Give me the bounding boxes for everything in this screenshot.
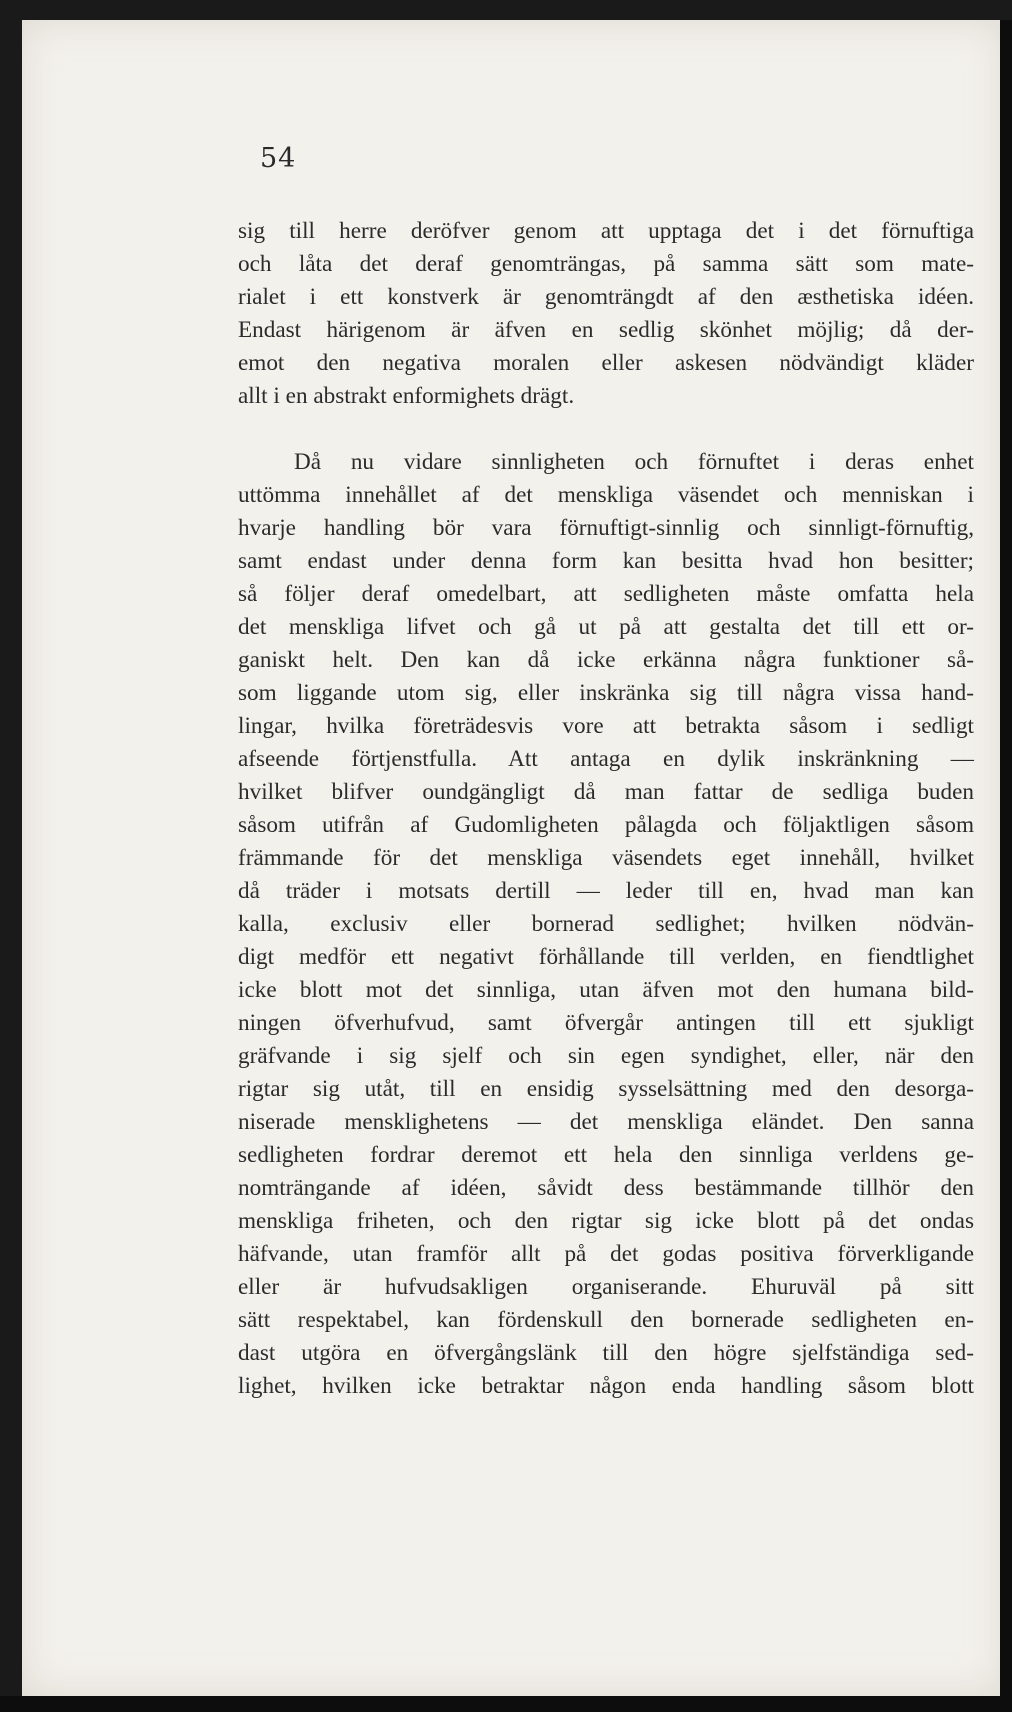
text-line: nomträngande af idéen, såvidt dess bestämmande tillhör den bbox=[238, 1175, 974, 1201]
text-line: ganiskt helt. Den kan då icke erkänna några funktioner så- bbox=[238, 647, 974, 673]
text-line: allt i en abstrakt enformighets drägt. bbox=[238, 383, 575, 409]
text-line: kalla, exclusiv eller bornerad sedlighet; hvilken nödvän- bbox=[238, 911, 974, 937]
text-line: rialet i ett konstverk är genomträngdt af den æsthetiska idéen. bbox=[238, 284, 974, 310]
page-edge-right bbox=[1000, 20, 1012, 1696]
text-line: emot den negativa moralen eller askesen nödvändigt kläder bbox=[238, 350, 974, 376]
text-line: lighet, hvilken icke betraktar någon enda handling såsom blott bbox=[238, 1373, 974, 1399]
text-line: sedligheten fordrar deremot ett hela den sinnliga verldens ge- bbox=[238, 1142, 974, 1168]
text-line: häfvande, utan framför allt på det godas positiva förverkligande bbox=[238, 1241, 974, 1267]
text-line: samt endast under denna form kan besitta hvad hon besitter; bbox=[238, 548, 974, 574]
text-line: sätt respektabel, kan fördenskull den bornerade sedligheten en- bbox=[238, 1307, 974, 1333]
text-line: det menskliga lifvet och gå ut på att gestalta det till ett or- bbox=[238, 614, 974, 640]
text-line: gräfvande i sig sjelf och sin egen syndighet, eller, när den bbox=[238, 1043, 974, 1069]
text-line: främmande för det menskliga väsendets eget innehåll, hvilket bbox=[238, 845, 974, 871]
paragraph-1 bbox=[238, 215, 974, 413]
text-line: lingar, hvilka företrädesvis vore att betrakta såsom i sedligt bbox=[238, 713, 974, 739]
body-text bbox=[238, 215, 974, 1403]
text-line: då träder i motsats dertill — leder till en, hvad man kan bbox=[238, 878, 974, 904]
text-line: Endast härigenom är äfven en sedlig skönhet möjlig; då der- bbox=[238, 317, 974, 343]
text-line: såsom utifrån af Gudomligheten pålagda och följaktligen såsom bbox=[238, 812, 974, 838]
text-line: hvilket blifver oundgängligt då man fattar de sedliga buden bbox=[238, 779, 974, 805]
text-line: ningen öfverhufvud, samt öfvergår antingen till ett sjukligt bbox=[238, 1010, 974, 1036]
text-line: och låta det deraf genomträngas, på samma sätt som mate- bbox=[238, 251, 974, 277]
text-line: afseende förtjenstfulla. Att antaga en dylik inskränkning — bbox=[238, 746, 974, 772]
text-line: sig till herre deröfver genom att upptaga det i det förnuftiga bbox=[238, 218, 974, 244]
text-line: niserade mensklighetens — det menskliga eländet. Den sanna bbox=[238, 1109, 974, 1135]
text-line: digt medför ett negativt förhållande till verlden, en fiendtlighet bbox=[238, 944, 974, 970]
text-line: rigtar sig utåt, till en ensidig sysselsättning med den desorga- bbox=[238, 1076, 974, 1102]
text-line: som liggande utom sig, eller inskränka sig till några vissa hand- bbox=[238, 680, 974, 706]
page-number: 54 bbox=[260, 143, 297, 174]
text-line: eller är hufvudsakligen organiserande. Ehuruväl på sitt bbox=[238, 1274, 974, 1300]
text-line: menskliga friheten, och den rigtar sig icke blott på det ondas bbox=[238, 1208, 974, 1234]
text-line: Då nu vidare sinnligheten och förnuftet i deras enhet bbox=[294, 449, 974, 475]
page-edge-bottom bbox=[0, 1696, 1012, 1712]
text-line: så följer deraf omedelbart, att sedligheten måste omfatta hela bbox=[238, 581, 974, 607]
text-line: icke blott mot det sinnliga, utan äfven mot den humana bild- bbox=[238, 977, 974, 1003]
paragraph-2 bbox=[238, 446, 974, 1403]
text-line: hvarje handling bör vara förnuftigt-sinnlig och sinnligt-förnuftig, bbox=[238, 515, 974, 541]
text-line: uttömma innehållet af det menskliga väsendet och menniskan i bbox=[238, 482, 974, 508]
paragraph-gap bbox=[238, 413, 974, 446]
text-line: dast utgöra en öfvergångslänk till den högre sjelfständiga sed- bbox=[238, 1340, 974, 1366]
